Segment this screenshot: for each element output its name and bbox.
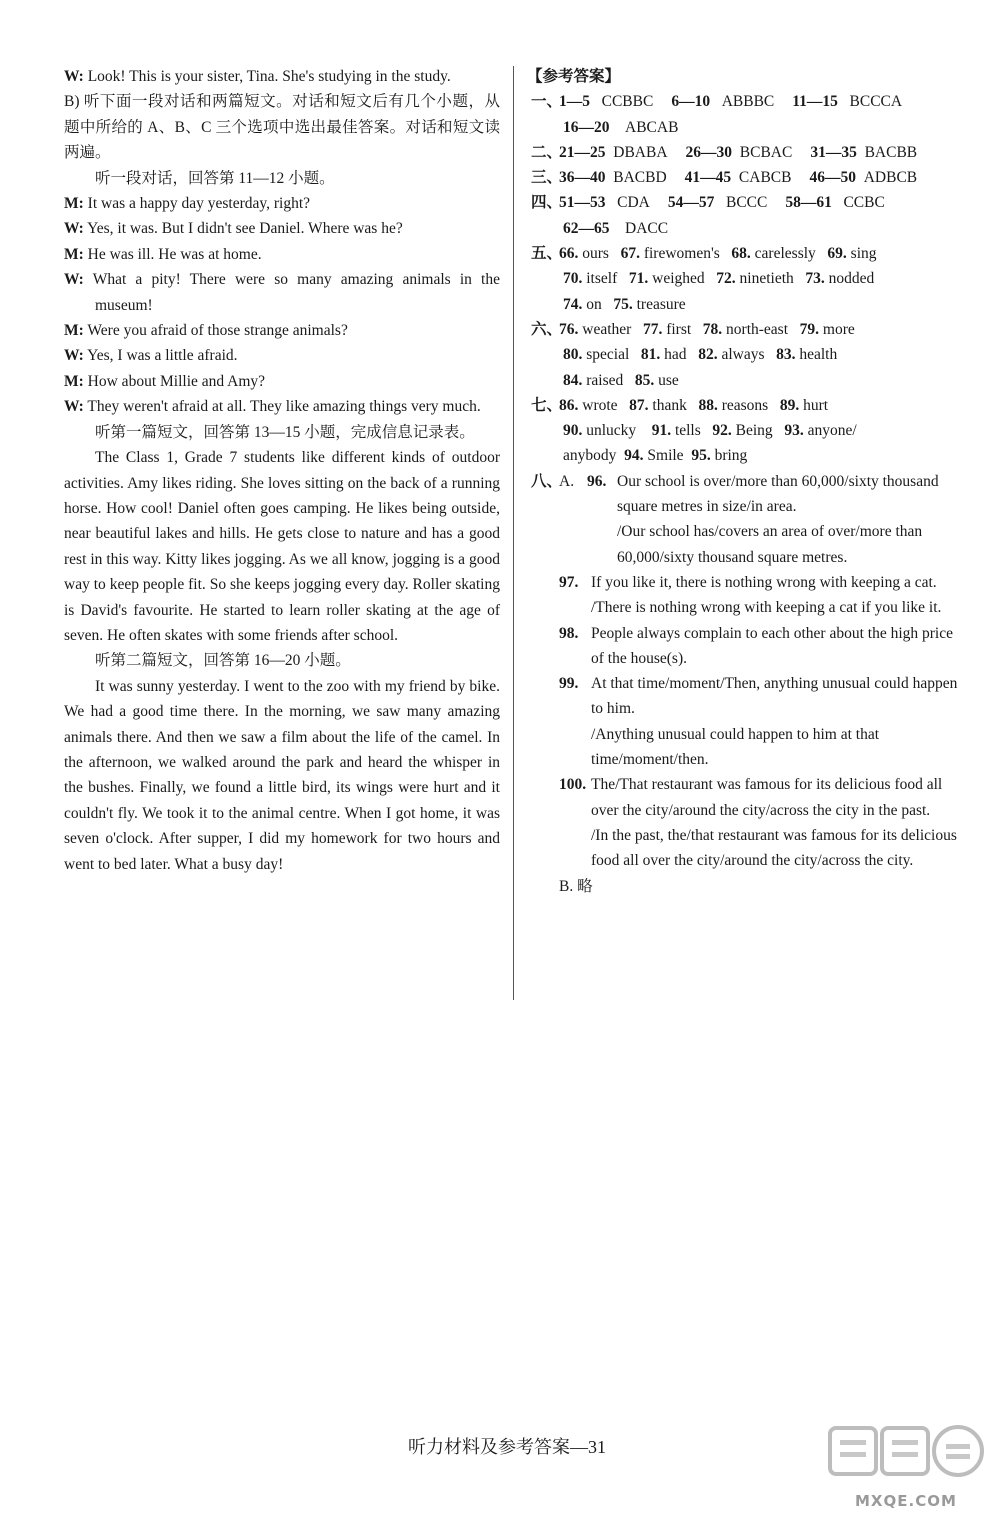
dialogue-line: W: They weren't afraid at all. They like amazing things very much. <box>64 398 481 416</box>
dialogue-line: M: It was a happy day yesterday, right? <box>64 195 311 213</box>
dialogue-line: M: How about Millie and Amy? <box>64 372 266 390</box>
watermark-text: MXQE.COM <box>855 1492 957 1510</box>
answer-item: 99. At that time/moment/Then, anything unusual could happen to him. /Anything unusual could happen to him at that time/moment/then. <box>559 675 958 769</box>
dialogue-line: W: What a pity! There were so many amazing animals in the museum! <box>64 271 500 314</box>
answer-row: 四、51—53 CDA 54—57 BCCC 58—61 CCBC <box>531 194 885 212</box>
answer-row: 84. raised 85. use <box>563 371 679 389</box>
page-footer: 听力材料及参考答案—31 <box>408 1437 606 1457</box>
answer-row: 一、1—5 CCBBC 6—10 ABBBC 11—15 BCCCA <box>531 93 903 111</box>
answer-row: 三、36—40 BACBD 41—45 CABCB 46—50 ADBCB <box>531 169 918 187</box>
dialogue-line: W: Yes, I was a little afraid. <box>64 347 238 365</box>
section-intro: 听一段对话，回答第 11—12 小题。 <box>95 169 335 187</box>
instruction-paragraph: B) 听下面一段对话和两篇短文。对话和短文后有几个小题，从题中所给的 A、B、C 三个选项中选出最佳答案。对话和短文读两遍。 <box>64 93 500 162</box>
answer-row: 六、76. weather 77. first 78. north-east 79. more <box>531 320 855 338</box>
answer-item: 96. Our school is over/more than 60,000/sixty thousand square metres in size/in area. /Our school has/covers an area of over/more than 60,000/sixty thousand square metres. <box>587 472 939 566</box>
answer-item: 97. If you like it, there is nothing wrong with keeping a cat. /There is nothing wrong with keeping a cat if you like it. <box>559 573 942 617</box>
answer-key-column <box>527 64 965 899</box>
column-divider <box>513 66 514 1000</box>
answer-row: 二、21—25 DBABA 26—30 BCBAC 31—35 BACBB <box>531 143 918 161</box>
listening-script-column <box>64 64 500 877</box>
section-intro: 听第二篇短文，回答第 16—20 小题。 <box>95 652 351 670</box>
answer-row: 90. unlucky 91. tells 92. Being 93. anyone/ <box>563 422 857 440</box>
answer-row: anybody 94. Smile 95. bring <box>563 447 748 465</box>
dialogue-line: M: He was ill. He was at home. <box>64 245 262 263</box>
answer-row: 80. special 81. had 82. always 83. health <box>563 346 838 364</box>
answer-row: 74. on 75. treasure <box>563 295 686 313</box>
section-intro: 听第一篇短文，回答第 13—15 小题，完成信息记录表。 <box>95 423 475 441</box>
dialogue-line: W: Yes, it was. But I didn't see Daniel. Where was he? <box>64 220 403 238</box>
section-eight: 八、 A. 96. Our school is over/more than 60,000/sixty thousand square metres in size/in area. /Our school has/covers an area of over/more than 60,000/sixty thousand square metres. 97. If you like it, there is nothing wrong with keeping a cat. /There is nothing wrong with keeping a cat if you like it. 98. People always complain to each other about the high price of the house(s). 99. At that time/moment/Then, anything unusual could happen to him. /Anything unusual could happen to him at that time/moment/then. 100. The/That restaurant was famous for its delicious food all over the city/around the city/across the city in the past. /In the past, the/that restaurant was famous for its delicious food all over the city/around the city/across the city. B. 略 <box>531 469 965 899</box>
dialogue-line: M: Were you afraid of those strange animals? <box>64 322 348 340</box>
answer-row: 七、86. wrote 87. thank 88. reasons 89. hurt <box>531 396 829 414</box>
part-b-note: B. 略 <box>559 877 593 895</box>
passage-paragraph: The Class 1, Grade 7 students like different kinds of outdoor activities. Amy likes riding. She loves sitting on the back of a running horse. How cool! Daniel often goes camping. He likes being outside, near beautiful lakes and hills. He gets close to nature and has a good rest in this way. Kitty likes jogging. As we all know, jogging is a good way to keep people fit. So she keeps jogging every day. Roller skating is David's favourite. He started to learn roller skating at the age of seven. He often skates with some friends after school. <box>64 449 500 644</box>
answer-item: 100. The/That restaurant was famous for its delicious food all over the city/around the city/across the city in the past. /In the past, the/that restaurant was famous for its delicious food all over the city/around the city/across the city. <box>559 776 957 870</box>
answer-row: 五、66. ours 67. firewomen's 68. carelessly 69. sing <box>531 245 877 263</box>
answer-row: 16—20 ABCAB <box>563 118 679 136</box>
answer-row: 62—65 DACC <box>563 219 669 237</box>
answer-item: 98. People always complain to each other about the high price of the house(s). <box>559 624 953 667</box>
passage-paragraph: It was sunny yesterday. I went to the zoo with my friend by bike. We had a good time there. In the morning, we saw many amazing animals there. And then we saw a film about the life of the camel. In the afternoon, we walked around the park and heard the whisper in the bushes. Finally, we found a little bird, its wings were hurt and it couldn't fly. We took it to the animal centre. When I got home, it was seven o'clock. After supper, I did my homework for two hours and went to bed later. What a busy day! <box>64 677 500 873</box>
answer-key-heading: 【参考答案】 <box>527 68 621 85</box>
answer-row: 70. itself 71. weighed 72. ninetieth 73. nodded <box>563 270 875 288</box>
dialogue-line: W: Look! This is your sister, Tina. She's studying in the study. <box>64 68 451 85</box>
